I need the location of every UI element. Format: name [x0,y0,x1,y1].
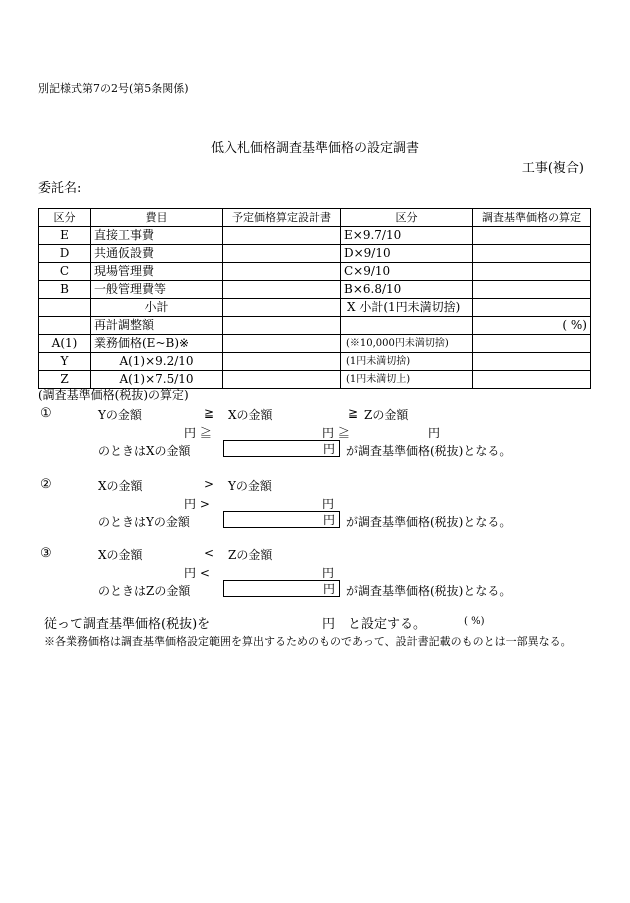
cell-formula: (※10,000円未満切捨) [341,335,473,353]
cell-kubun: Z [39,371,91,389]
cell-cost: A(1)×9.2/10 [91,353,223,371]
cell-cost: 業務価格(E~B)※ [91,335,223,353]
case-2-op1: > [204,477,215,491]
table-row [39,299,591,317]
cell-cost: 現場管理費 [91,263,223,281]
table-row [39,335,591,353]
case-1-sub-op1: 円 ≧ [184,426,212,440]
table-row [39,281,591,299]
cell-cost: 小計 [91,299,223,317]
table-row [39,245,591,263]
case-1-sub-op2: 円 ≧ [322,426,350,440]
table-row [39,317,591,335]
cell-formula: E×9.7/10 [341,227,473,245]
case-2-yen: 円 [322,513,335,527]
cell-cost: 再計調整額 [91,317,223,335]
case-1-yen: 円 [322,442,335,456]
cell-formula: X 小計(1円未満切捨) [341,299,473,317]
cell-kubun [39,317,91,335]
case-1-number: ① [40,406,52,421]
header-cost-item: 費目 [91,209,223,227]
cell-result [473,371,591,389]
document-subtitle: 工事(複合) [521,161,584,176]
cell-cost: 共通仮設費 [91,245,223,263]
case-1-amount-box [223,440,340,457]
header-kubun-formula: 区分 [341,209,473,227]
case-2-sub-op1: 円 > [184,497,210,511]
cell-formula: (1円未満切捨) [341,353,473,371]
cell-design [223,281,341,299]
case-3-sub-op1: 円 < [184,566,210,580]
cell-design [223,227,341,245]
case-3-z-label: Zの金額 [228,548,273,562]
cell-kubun: A(1) [39,335,91,353]
cost-table [38,208,591,389]
cell-formula: D×9/10 [341,245,473,263]
case-3-number: ③ [40,546,52,561]
case-1-op1: ≧ [204,406,215,420]
case-3-when: のときはZの金額 [98,584,191,598]
cell-result [473,245,591,263]
case-2-number: ② [40,477,52,492]
cell-kubun: B [39,281,91,299]
case-1-suffix: が調査基準価格(税抜)となる。 [346,444,512,458]
cell-result [473,335,591,353]
case-2-when: のときはYの金額 [98,515,190,529]
table-row [39,227,591,245]
cell-kubun: C [39,263,91,281]
cell-kubun: E [39,227,91,245]
cell-design [223,353,341,371]
cell-result [473,227,591,245]
conclusion-yen: 円 [322,617,336,632]
case-2-sub-end: 円 [322,497,335,511]
cell-design [223,317,341,335]
cell-result [473,353,591,371]
table-header-row [39,209,591,227]
cell-kubun [39,299,91,317]
case-2-suffix: が調査基準価格(税抜)となる。 [346,515,512,529]
case-3-op1: < [204,546,215,560]
case-3-yen: 円 [322,582,335,596]
header-kubun: 区分 [39,209,91,227]
footnote: ※各業務価格は調査基準価格設定範囲を算出するためのものであって、設計書記載のものとは一部異なる。 [44,635,572,648]
case-1-y-label: Yの金額 [98,408,142,422]
case-3-x-label: Xの金額 [98,548,143,562]
cell-design [223,299,341,317]
case-1-when: のときはXの金額 [98,444,191,458]
cell-design [223,245,341,263]
conclusion-text [44,613,210,632]
cell-formula: C×9/10 [341,263,473,281]
case-3-sub-end: 円 [322,566,335,580]
cell-design [223,263,341,281]
case-3-suffix: が調査基準価格(税抜)となる。 [346,584,512,598]
cell-result [473,281,591,299]
cell-formula [341,317,473,335]
conclusion-percent: ( %) [464,616,485,627]
form-number: 別記様式第7の2号(第5条関係) [38,82,189,95]
case-2-y-label: Yの金額 [228,479,272,493]
header-design-price: 予定価格算定設計書 [223,209,341,227]
cell-kubun: D [39,245,91,263]
cell-cost: A(1)×7.5/10 [91,371,223,389]
case-2-x-label: Xの金額 [98,479,143,493]
conclusion-lead: 従って調査基準価格(税抜)を [44,617,211,632]
case-2-amount-box [223,511,340,528]
cell-result [473,263,591,281]
case-3-amount-box [223,580,340,597]
table-row [39,263,591,281]
case-1-z-label: Zの金額 [364,408,409,422]
cell-result: ( %) [473,317,591,335]
cell-kubun: Y [39,353,91,371]
case-1-x-label: Xの金額 [228,408,273,422]
cell-formula: B×6.8/10 [341,281,473,299]
cell-design [223,335,341,353]
calc-section-title: (調査基準価格(税抜)の算定) [38,388,189,402]
header-survey-base: 調査基準価格の算定 [473,209,591,227]
cell-design [223,371,341,389]
document-title: 低入札価格調査基準価格の設定調書 [210,141,419,156]
case-1-op2: ≧ [348,406,359,420]
client-name-label: 委託名: [38,181,82,196]
cell-result [473,299,591,317]
cell-cost: 一般管理費等 [91,281,223,299]
case-1-sub-end: 円 [428,426,441,440]
conclusion-tail: と設定する。 [348,617,427,632]
cell-cost: 直接工事費 [91,227,223,245]
table-row [39,353,591,371]
cell-formula: (1円未満切上) [341,371,473,389]
